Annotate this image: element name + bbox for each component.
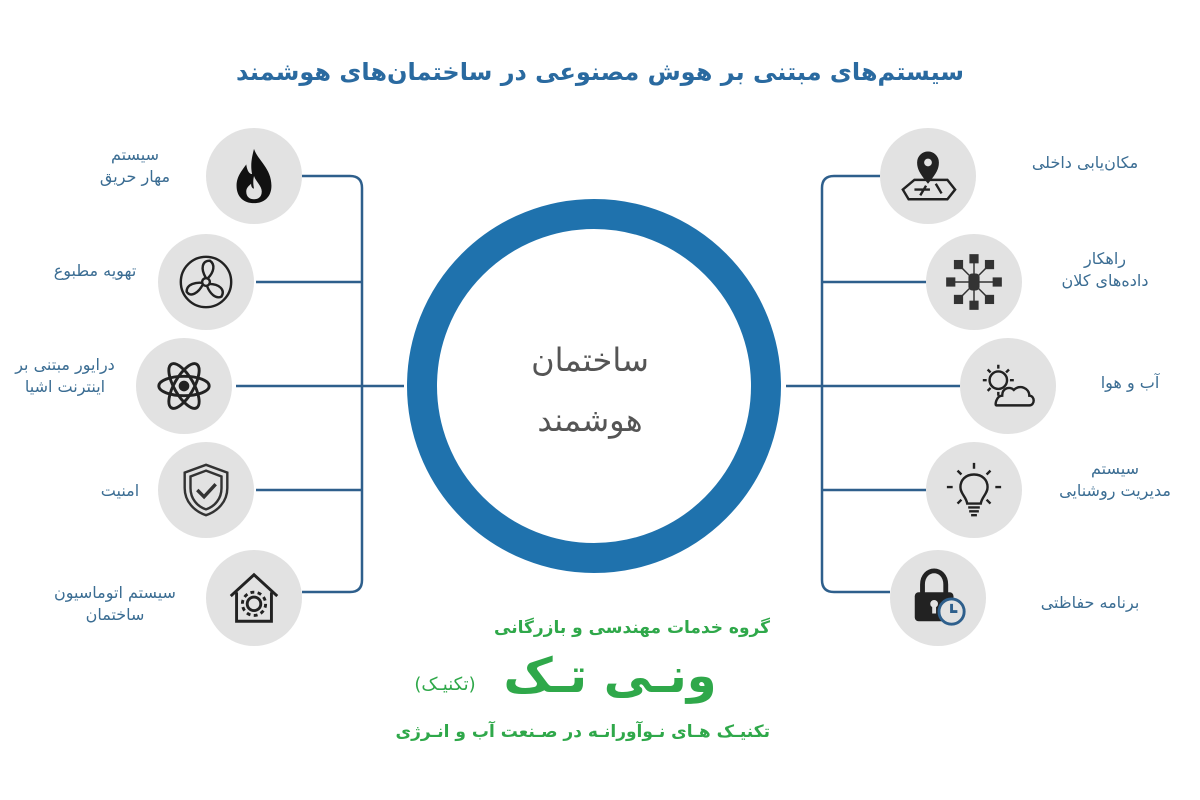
label-iot-driver: درایور مبتنی بر اینترنت اشیا xyxy=(15,355,115,396)
bms-node xyxy=(206,550,302,646)
label-protection: برنامه حفاظتی xyxy=(1040,593,1140,612)
shield-check-icon xyxy=(175,459,237,521)
iot-node xyxy=(136,338,232,434)
label-lighting: سیستم مدیریت روشنایی xyxy=(1059,459,1171,500)
lock-clock-icon xyxy=(907,567,969,629)
label-building-automation: سیستم اتوماسیون ساختمان xyxy=(54,583,176,624)
brand-logo-text: ونـی تـک xyxy=(503,648,717,704)
diagram-title: سیستم‌های مبتنی بر هوش مصنوعی در ساختمان‌های هوشمند xyxy=(236,58,964,86)
big-data-node xyxy=(926,234,1022,330)
label-fire-suppression: سیستم مهار حریق xyxy=(99,145,171,186)
center-label: ساختمان هوشمند xyxy=(531,341,649,439)
label-weather: آب و هوا xyxy=(1100,373,1160,392)
brand-subtitle: (تکنیـک) xyxy=(414,674,476,695)
brand-tagline: تکنیـک هـای نـوآورانـه در صـنعت آب و انـرژی xyxy=(395,722,770,742)
fire-node xyxy=(206,128,302,224)
atom-icon xyxy=(153,355,215,417)
indoor-positioning-node xyxy=(880,128,976,224)
weather-icon xyxy=(977,355,1039,417)
lighting-node xyxy=(926,442,1022,538)
label-indoor-positioning: مکان‌یابی داخلی xyxy=(1031,153,1139,172)
map-pin-icon xyxy=(897,145,959,207)
label-hvac: تهویه مطبوع xyxy=(53,261,137,280)
big-data-icon xyxy=(943,251,1005,313)
protection-node xyxy=(890,550,986,646)
label-security: امنیت xyxy=(100,481,140,500)
home-gear-icon xyxy=(223,567,285,629)
label-big-data: راهکار داده‌های کلان xyxy=(1061,249,1149,290)
brand-group-caption: گروه خدمات مهندسی و بازرگانی xyxy=(494,618,770,638)
fan-node xyxy=(158,234,254,330)
fire-icon xyxy=(223,145,285,207)
light-bulb-icon xyxy=(943,459,1005,521)
fan-icon xyxy=(175,251,237,313)
weather-node xyxy=(960,338,1056,434)
